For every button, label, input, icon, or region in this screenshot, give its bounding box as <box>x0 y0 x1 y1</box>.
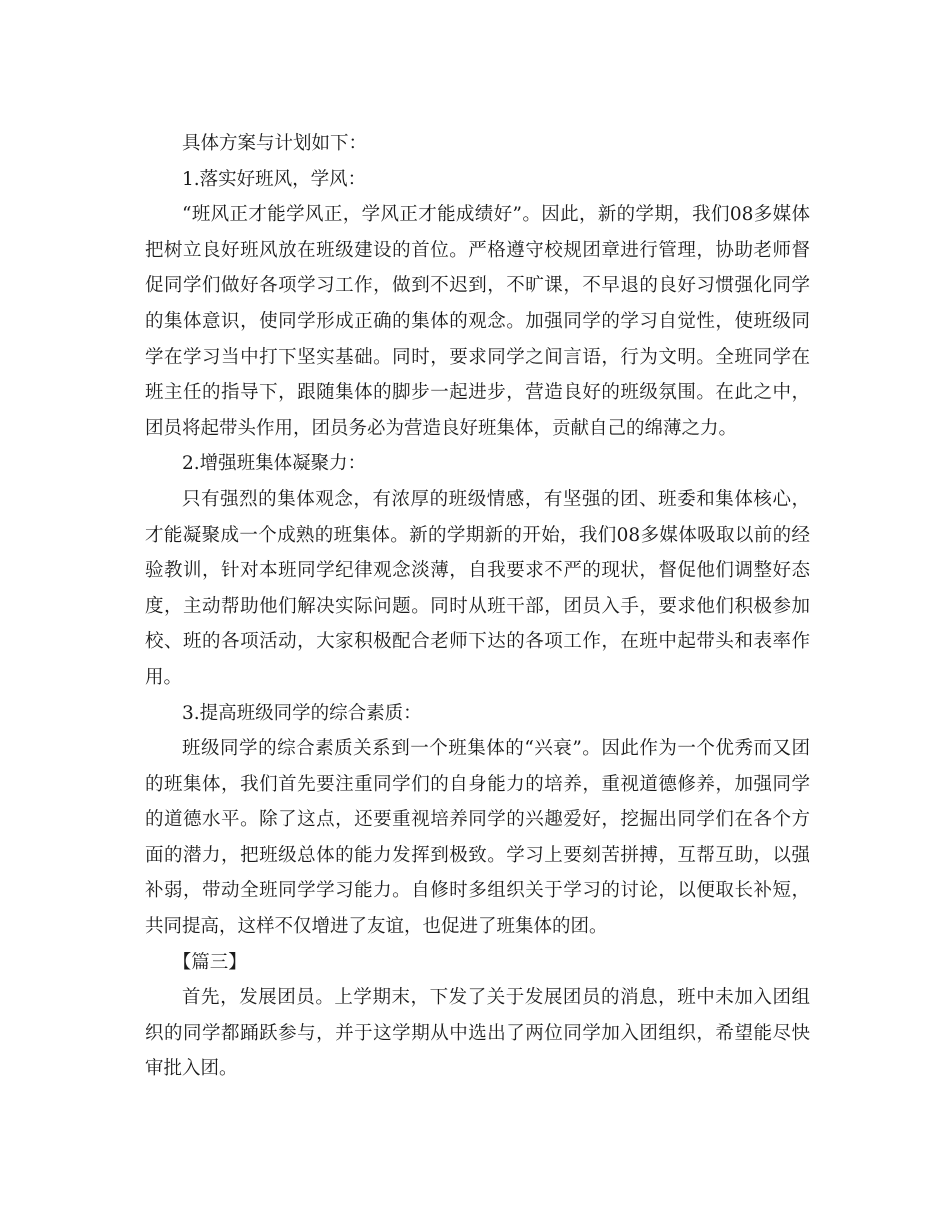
chapter-three-paragraph: 首先，发展团员。上学期末，下发了关于发展团员的消息，班中未加入团组织的同学都踊跃参与，并于这学期从中选出了两位同学加入团组织，希望能尽快审批入团。 <box>145 987 810 1080</box>
section-3-paragraph: 班级同学的综合素质关系到一个班集体的“兴衰”。因此作为一个优秀而又团的班集体，我们首先要注重同学们的自身能力的培养，重视道德修养，加强同学的道德水平。除了这点，还要重视培养同学的兴趣爱好，挖掘出同学们在各个方面的潜力，把班级总体的能力发挥到极致。学习上要刻苦拼搏，互帮互助，以强补弱，带动全班同学学习能力。自修时多组织关于学习的讨论，以便取长补短，共同提高，这样不仅增进了友谊，也促进了班集体的团。 <box>145 738 810 938</box>
section-2-paragraph: 只有强烈的集体观念，有浓厚的班级情感，有坚强的团、班委和集体核心，才能凝聚成一个成熟的班集体。新的学期新的开始，我们08多媒体吸取以前的经验教训，针对本班同学纪律观念淡薄，自我要求不严的现状，督促他们调整好态度，主动帮助他们解决实际问题。同时从班干部，团员入手，要求他们积极参加校、班的各项活动，大家积极配合老师下达的各项工作，在班中起带头和表率作用。 <box>145 488 810 688</box>
chapter-three-marker: 【篇三】 <box>172 951 247 973</box>
plan-intro-heading: 具体方案与计划如下： <box>182 133 368 154</box>
section-1-heading: 1.落实好班风，学风： <box>182 168 367 190</box>
section-1-paragraph: “班风正才能学风正，学风正才能成绩好”。因此，新的学期，我们08多媒体把树立良好班风放在班级建设的首位。严格遵守校规团章进行管理，协助老师督促同学们做好各项学习工作，做到不迟到，不旷课，不早退的良好习惯强化同学的集体意识，使同学形成正确的集体的观念。加强同学的学习自觉性，使班级同学在学习当中打下坚实基础。同时，要求同学之间言语，行为文明。全班同学在班主任的指导下，跟随集体的脚步一起进步，营造良好的班级氛围。在此之中，团员将起带头作用，团员务必为营造良好班集体，贡献自己的绵薄之力。 <box>145 204 810 439</box>
section-3-heading: 3.提高班级同学的综合素质： <box>182 702 422 724</box>
document-body <box>145 126 810 1087</box>
section-2-heading: 2.增强班集体凝聚力： <box>182 453 367 475</box>
